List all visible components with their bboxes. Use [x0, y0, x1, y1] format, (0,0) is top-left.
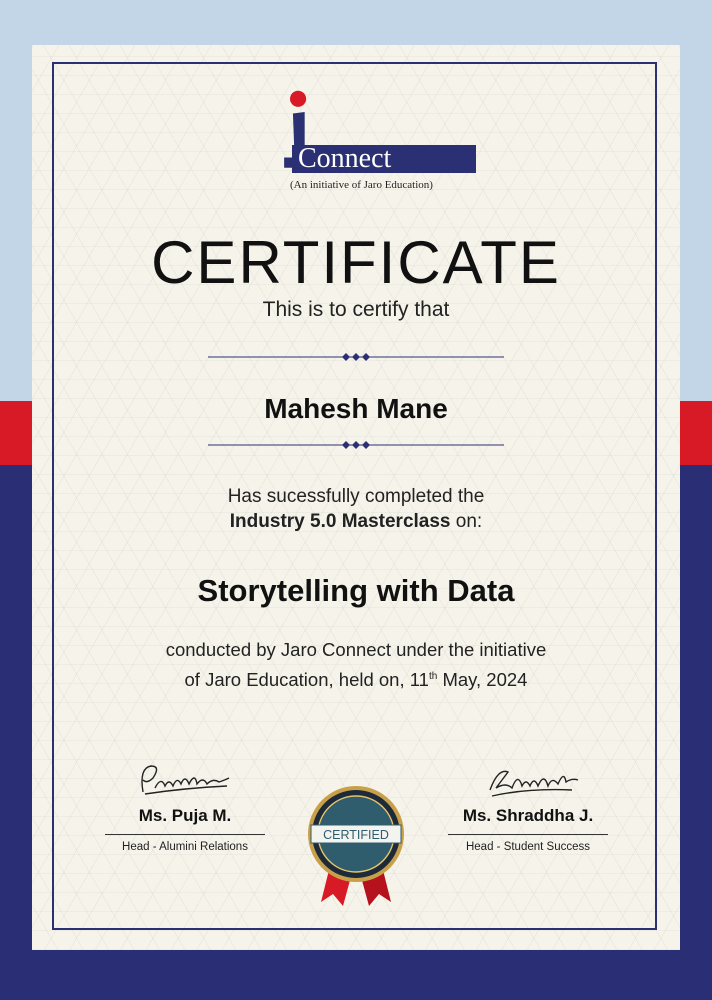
completion-line-2-rest: on: [450, 511, 483, 532]
logo-tagline: (An initiative of Jaro Education) [290, 179, 433, 191]
date-ordinal: th [428, 671, 438, 682]
divider-top [208, 351, 504, 363]
signatory-right [433, 758, 623, 853]
signatory-left-role: Head - Alumini Relations [122, 841, 248, 853]
signatory-right-name: Ms. Shraddha J. [462, 806, 594, 825]
certificate-title: CERTIFICATE [151, 229, 561, 296]
detail-line-2-post: May, 2024 [437, 669, 528, 691]
seal-label: CERTIFIED [323, 828, 389, 842]
masterclass-name: Industry 5.0 Masterclass [229, 511, 451, 532]
signatory-left-name: Ms. Puja M. [138, 806, 232, 825]
logo-dot-icon [290, 91, 306, 107]
signatory-left-line [105, 834, 265, 835]
signatory-left [90, 758, 280, 853]
signatory-right-line [448, 834, 608, 835]
detail-line-1: conducted by Jaro Connect under the initiative [165, 639, 547, 660]
certified-seal-icon [303, 784, 409, 908]
recipient-name: Mahesh Mane [264, 393, 448, 424]
signatory-right-role: Head - Student Success [465, 841, 590, 853]
completion-line-1: Has sucessfully completed the [227, 486, 485, 507]
detail-line-2-pre: of Jaro Education, held on, 11 [184, 669, 429, 691]
detail-line-2 [0, 663, 712, 693]
divider-bottom [208, 439, 504, 451]
signature-right-image [468, 758, 588, 802]
certificate-subtitle: This is to certify that [262, 298, 450, 321]
completion-line-2 [0, 509, 712, 534]
signature-left-image [125, 758, 245, 802]
completion-text [0, 484, 712, 534]
logo-brand-text: Connect [292, 145, 476, 173]
course-title: Storytelling with Data [197, 573, 515, 608]
event-details [0, 636, 712, 693]
